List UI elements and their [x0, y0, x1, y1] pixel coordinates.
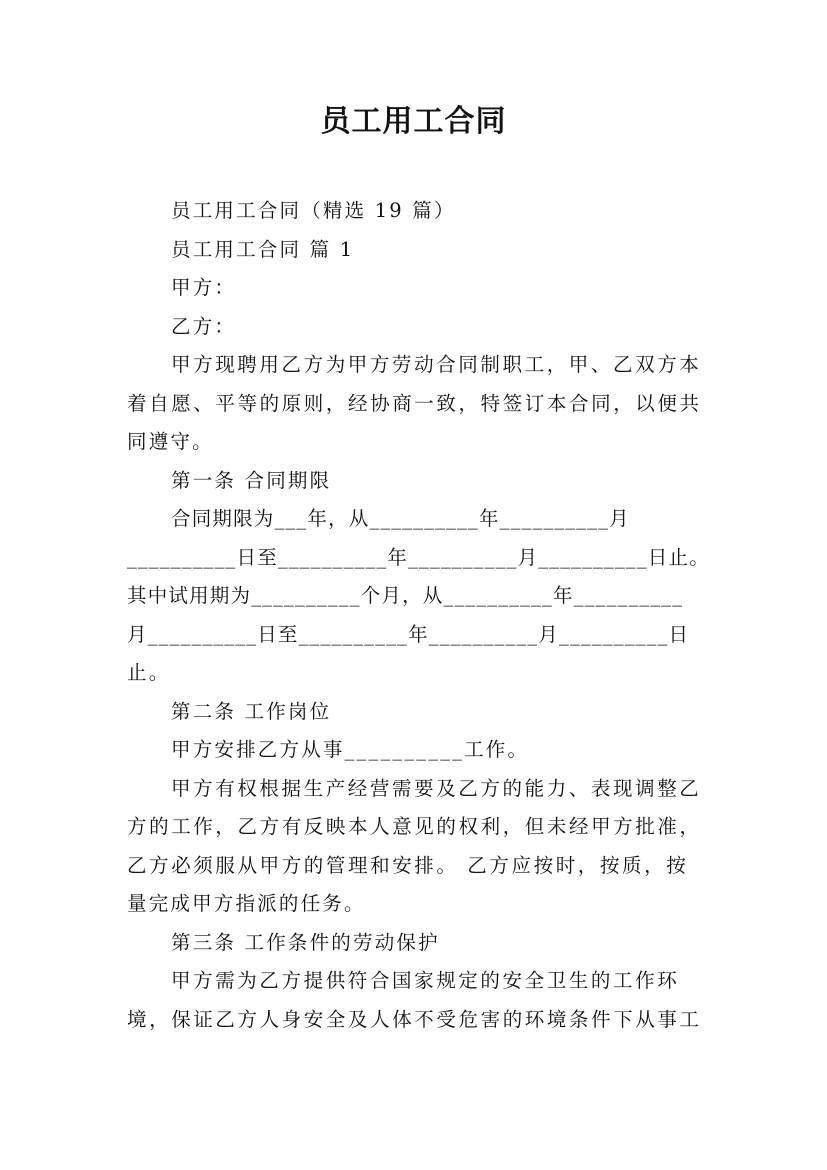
party-a-label: 甲方： — [171, 276, 237, 299]
subtitle-line: 员工用工合同（精选 19 篇） — [171, 199, 456, 222]
document-title: 员工用工合同 — [320, 104, 507, 139]
article-heading: 第三条 工作条件的劳动保护 — [171, 930, 440, 954]
section-heading: 员工用工合同 篇 1 — [171, 237, 355, 261]
paragraph-line: __________日至__________年__________月__________日止。 — [127, 545, 710, 569]
paragraph-line: 甲方安排乙方从事__________工作。 — [171, 738, 530, 761]
document-body — [127, 192, 710, 1039]
paragraph-line: 乙方必须服从甲方的管理和安排。 乙方应按时，按质，按 — [127, 853, 689, 877]
paragraph-line: 止。 — [127, 661, 171, 684]
paragraph-line: 甲方有权根据生产经营需要及乙方的能力、表现调整乙 — [171, 776, 702, 800]
party-b-label: 乙方： — [171, 314, 237, 338]
paragraph-line: 其中试用期为__________个月，从__________年__________ — [127, 584, 684, 607]
paragraph-line: 境，保证乙方人身安全及人体不受危害的环境条件下从事工 — [127, 1007, 702, 1031]
paragraph-line: 甲方需为乙方提供符合国家规定的安全卫生的工作环 — [171, 969, 680, 992]
paragraph-line: 月__________日至__________年__________月__________日 — [127, 622, 690, 646]
article-heading: 第二条 工作岗位 — [171, 699, 332, 723]
article-heading: 第一条 合同期限 — [171, 468, 332, 492]
paragraph-line: 甲方现聘用乙方为甲方劳动合同制职工，甲、乙双方本 — [171, 353, 702, 376]
paragraph-line: 着自愿、平等的原则，经协商一致，特签订本合同，以便共 — [127, 391, 702, 415]
paragraph-line: 量完成甲方指派的任务。 — [127, 892, 366, 915]
paragraph-line: 同遵守。 — [127, 430, 214, 453]
paragraph-line: 方的工作，乙方有反映本人意见的权利，但未经甲方批准， — [127, 815, 702, 838]
paragraph-line: 合同期限为___年，从__________年__________月 — [171, 507, 630, 530]
